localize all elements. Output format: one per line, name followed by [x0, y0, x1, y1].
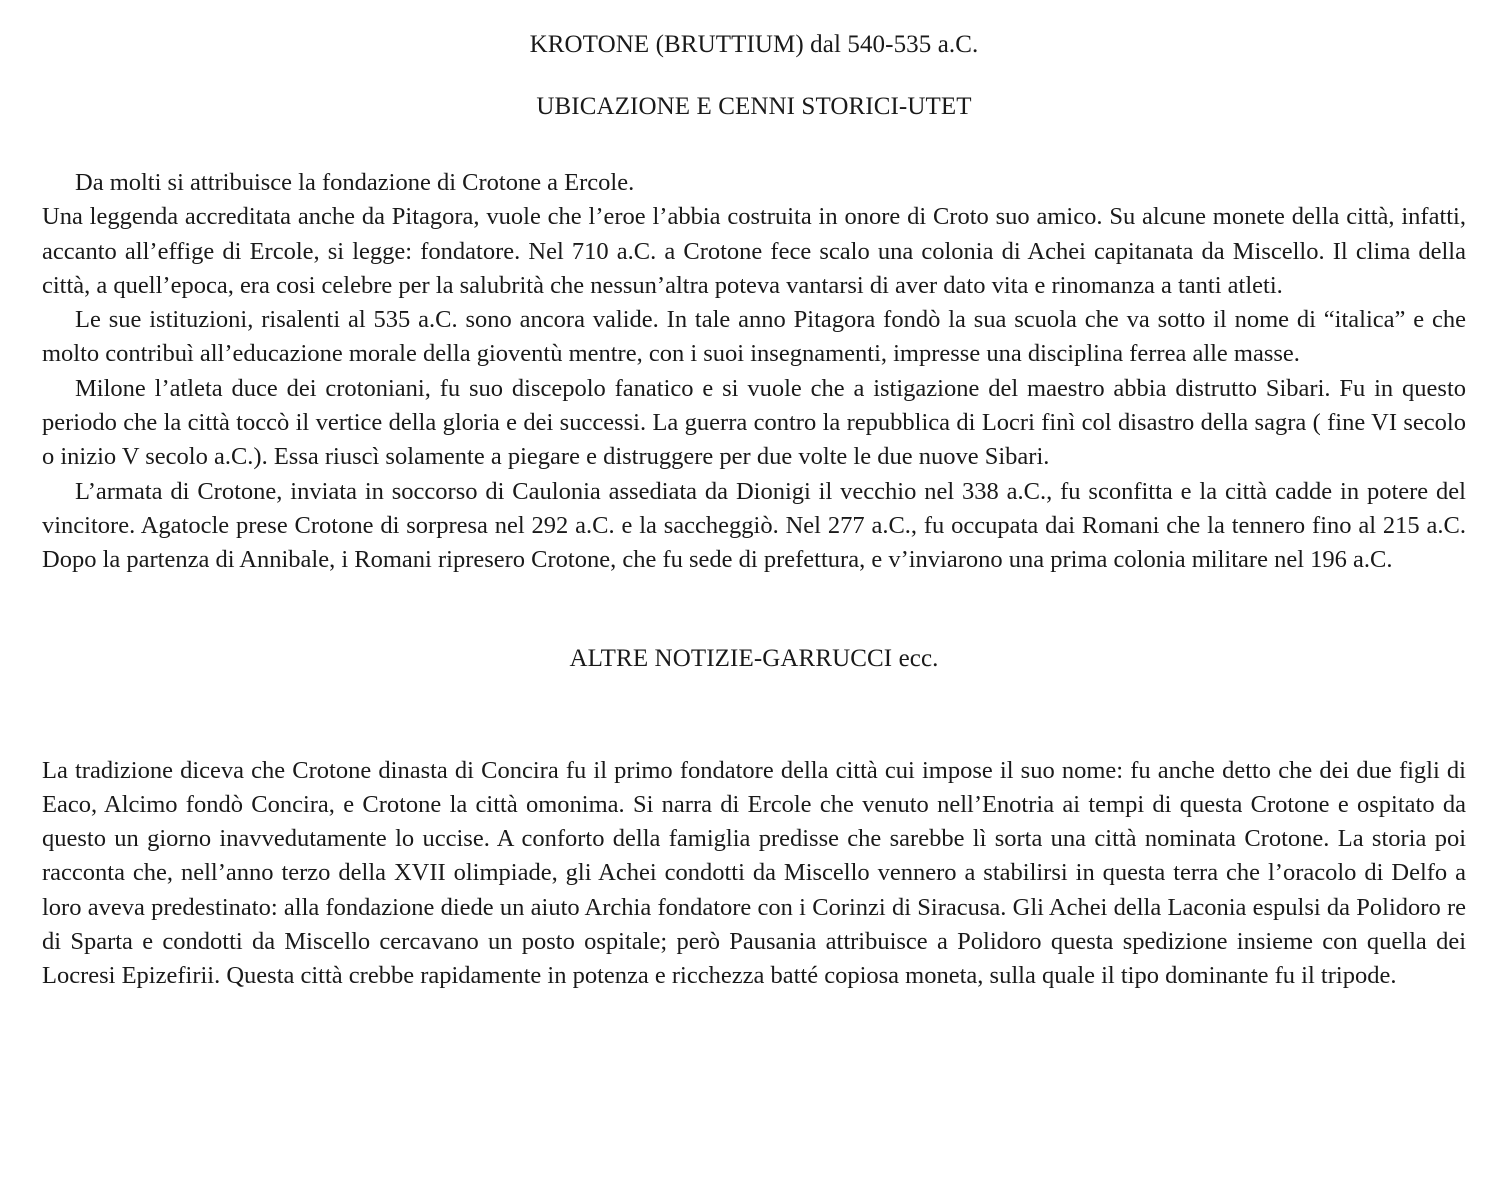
- section-title-altre-notizie: ALTRE NOTIZIE-GARRUCCI ecc.: [569, 644, 939, 672]
- paragraph: Le sue istituzioni, risalenti al 535 a.C. sono ancora valide. In tale anno Pitagora fondò la sua scuola che va sotto il nome di “italica” e che molto contribuì all’educazione morale della gioventù mentre, con i suoi insegnamenti, impresse una disciplina ferrea alle masse.: [42, 306, 1466, 368]
- section-gap: [42, 674, 1466, 754]
- paragraph: Da molti si attribuisce la fondazione di Crotone a Ercole.: [75, 169, 635, 196]
- paragraph: Milone l’atleta duce dei crotoniani, fu suo discepolo fanatico e si vuole che a istigazione del maestro abbia distrutto Sibari. Fu in questo periodo che la città toccò il vertice della gloria e dei successi. La guerra contro la repubblica di Locri finì col disastro della sagra ( fine VI secolo o inizio V secolo a.C.). Essa riuscì solamente a piegare e distruggere per due volte le due nuove Sibari.: [42, 374, 1466, 471]
- section-title-ubicazione: UBICAZIONE E CENNI STORICI-UTET: [536, 93, 972, 120]
- main-title: KROTONE (BRUTTIUM) dal 540-535 a.C.: [529, 31, 979, 58]
- section-altre-notizie-body: [42, 754, 1466, 994]
- paragraph: La tradizione diceva che Crotone dinasta di Concira fu il primo fondatore della città cui impose il suo nome: fu anche detto che dei due figli di Eaco, Alcimo fondò Concira, e Crotone la città omonima. Si narra di Ercole che venuto nell’Enotria ai tempi di questa Crotone e ospitato da questo un giorno inavvedutamente lo uccise. A conforto della famiglia predisse che sarebbe lì sorta una città nominata Crotone. La storia poi racconta che, nell’anno terzo della XVII olimpiade, gli Achei condotti da Miscello vennero a stabilirsi in questa terra che l’oracolo di Delfo a loro aveva predestinato: alla fondazione diede un aiuto Archia fondatore con i Corinzi di Siracusa. Gli Achei della Laconia espulsi da Polidoro re di Sparta e condotti da Miscello cercavano un posto ospitale; però Pausania attribuisce a Polidoro questa spedizione insieme con quella dei Locresi Epizefirii. Questa città crebbe rapidamente in potenza e ricchezza batté copiosa moneta, sulla quale il tipo dominante fu il tripode.: [42, 756, 1466, 990]
- paragraph: L’armata di Crotone, inviata in soccorso di Caulonia assediata da Dionigi il vecchio nel 338 a.C., fu sconfitta e la città cadde in potere del vincitore. Agatocle prese Crotone di sorpresa nel 292 a.C. e la saccheggiò. Nel 277 a.C., fu occupata dai Romani che la tennero fino al 215 a.C. Dopo la partenza di Annibale, i Romani ripresero Crotone, che fu sede di prefettura, e v’inviarono una prima colonia militare nel 196 a.C.: [42, 477, 1466, 574]
- section-gap: [42, 578, 1466, 644]
- section-ubicazione-body: [42, 166, 1466, 578]
- paragraph: Una leggenda accreditata anche da Pitagora, vuole che l’eroe l’abbia costruita in onore di Croto suo amico. Su alcune monete della città, infatti, accanto all’effige di Ercole, si legge: fondatore. Nel 710 a.C. a Crotone fece scalo una colonia di Achei capitanata da Miscello. Il clima della città, a quell’epoca, era cosi celebre per la salubrità che nessun’altra poteva vantarsi di aver dato vita e rinomanza a tanti atleti.: [42, 203, 1466, 299]
